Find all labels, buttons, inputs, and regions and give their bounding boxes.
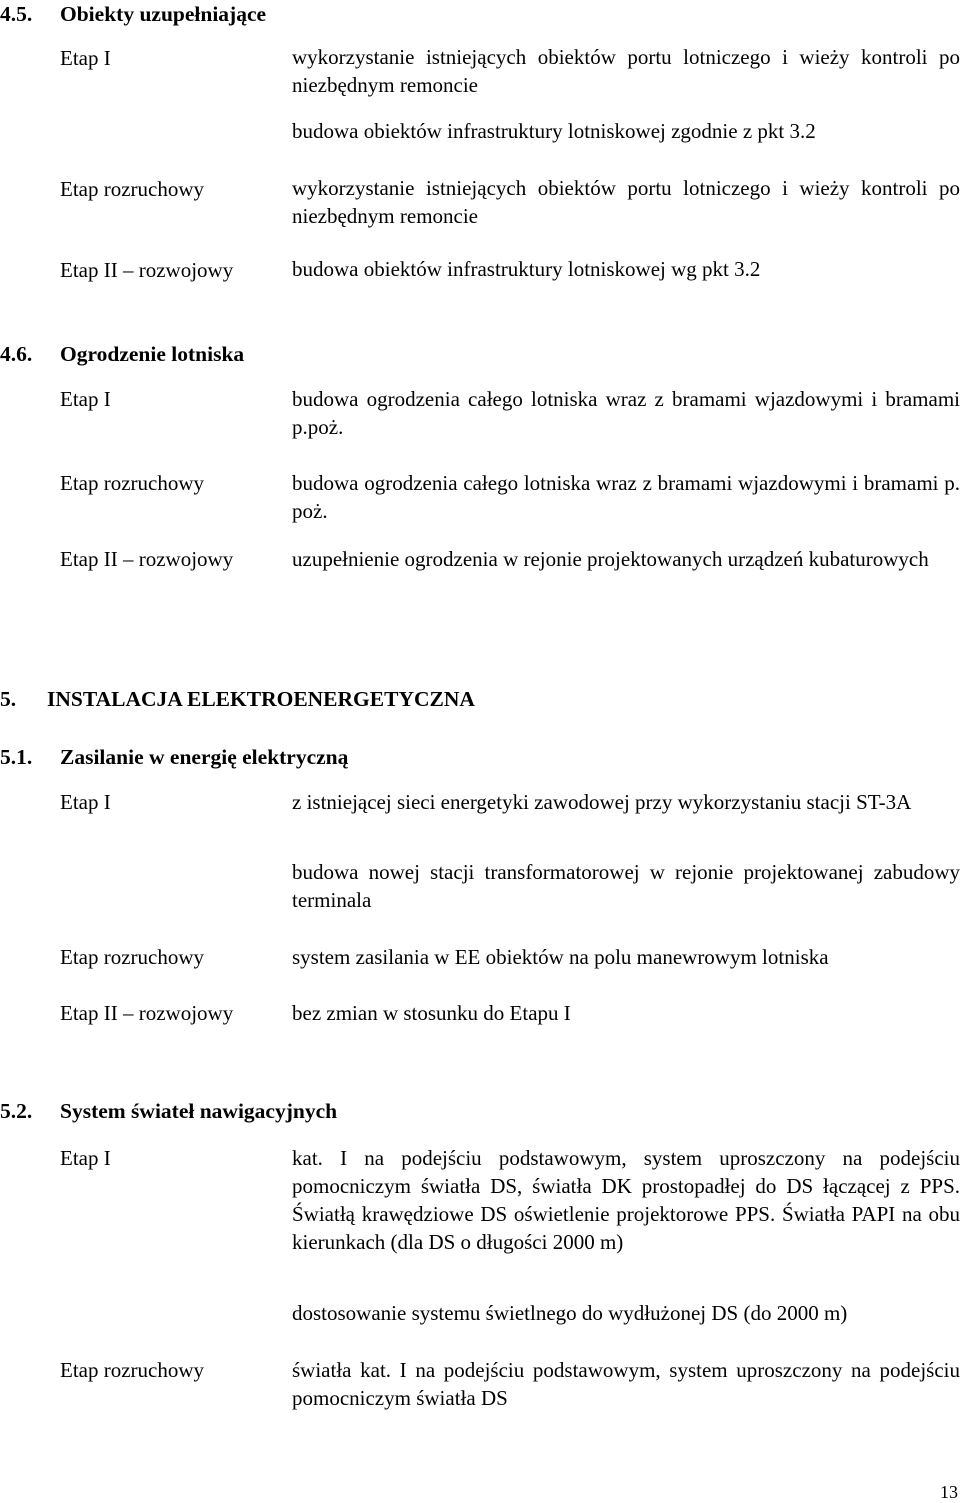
section-title: Obiekty uzupełniające (60, 2, 267, 26)
stage-description: z istniejącej sieci energetyki zawodowej przy wykorzystaniu stacji ST-3A (292, 790, 912, 814)
section-title: System świateł nawigacyjnych (60, 1099, 338, 1123)
stage-description: wykorzystanie istniejących obiektów portu lotniczego i wieży kontroli po niezbędnym remoncie (292, 45, 960, 97)
stage-description: światła kat. I na podejściu podstawowym, system uproszczony na podejściu pomocniczym światła DS (292, 1358, 960, 1410)
section-heading-4-6 (0, 341, 244, 367)
stage-description: budowa ogrodzenia całego lotniska wraz z bramami wjazdowymi i bramami p.poż. (292, 387, 960, 439)
stage-label: Etap I (60, 46, 111, 70)
section-number: 5.2. (0, 1099, 33, 1123)
stage-description: budowa ogrodzenia całego lotniska wraz z bramami wjazdowymi i bramami p. poż. (292, 471, 960, 523)
stage-description: bez zmian w stosunku do Etapu I (292, 1001, 571, 1025)
stage-label: Etap rozruchowy (60, 471, 205, 495)
stage-label: Etap rozruchowy (60, 945, 205, 969)
stage-label: Etap I (60, 790, 111, 814)
stage-description: budowa obiektów infrastruktury lotniskowej zgodnie z pkt 3.2 (292, 119, 816, 143)
section-heading-5-1 (0, 744, 348, 770)
section-number: 4.6. (0, 342, 33, 366)
stage-label: Etap I (60, 387, 111, 411)
stage-label: Etap II – rozwojowy (60, 258, 234, 282)
stage-label: Etap II – rozwojowy (60, 1001, 234, 1025)
section-title: Zasilanie w energię elektryczną (60, 745, 349, 769)
stage-description: dostosowanie systemu świetlnego do wydłużonej DS (do 2000 m) (292, 1301, 848, 1325)
section-title: INSTALACJA ELEKTROENERGETYCZNA (47, 687, 475, 711)
stage-label: Etap I (60, 1146, 111, 1170)
stage-description: uzupełnienie ogrodzenia w rejonie projektowanych urządzeń kubaturowych (292, 547, 929, 571)
page-number: 13 (940, 1482, 958, 1502)
section-number: 5.1. (0, 745, 33, 769)
section-heading-5-2 (0, 1098, 337, 1124)
stage-label: Etap rozruchowy (60, 1358, 205, 1382)
section-heading-4-5 (0, 1, 266, 27)
stage-description: system zasilania w EE obiektów na polu manewrowym lotniska (292, 945, 829, 969)
section-title: Ogrodzenie lotniska (60, 342, 245, 366)
stage-description: budowa obiektów infrastruktury lotniskowej wg pkt 3.2 (292, 257, 761, 281)
section-number: 5. (0, 687, 17, 711)
stage-description: kat. I na podejściu podstawowym, system uproszczony na podejściu pomocniczym światła DS, światła DK prostopadłej do DS łączącej z PPS. Światłą krawędziowe DS oświetlenie projektorowe PPS. Światła PAPI na obu kierunkach (dla DS o długości 2000 m) (292, 1146, 960, 1254)
stage-label: Etap II – rozwojowy (60, 547, 234, 571)
chapter-heading-5 (0, 686, 475, 712)
stage-description: budowa nowej stacji transformatorowej w rejonie projektowanej zabudowy terminala (292, 860, 960, 912)
stage-description: wykorzystanie istniejących obiektów portu lotniczego i wieży kontroli po niezbędnym remoncie (292, 176, 960, 228)
stage-label: Etap rozruchowy (60, 177, 205, 201)
section-number: 4.5. (0, 2, 33, 26)
